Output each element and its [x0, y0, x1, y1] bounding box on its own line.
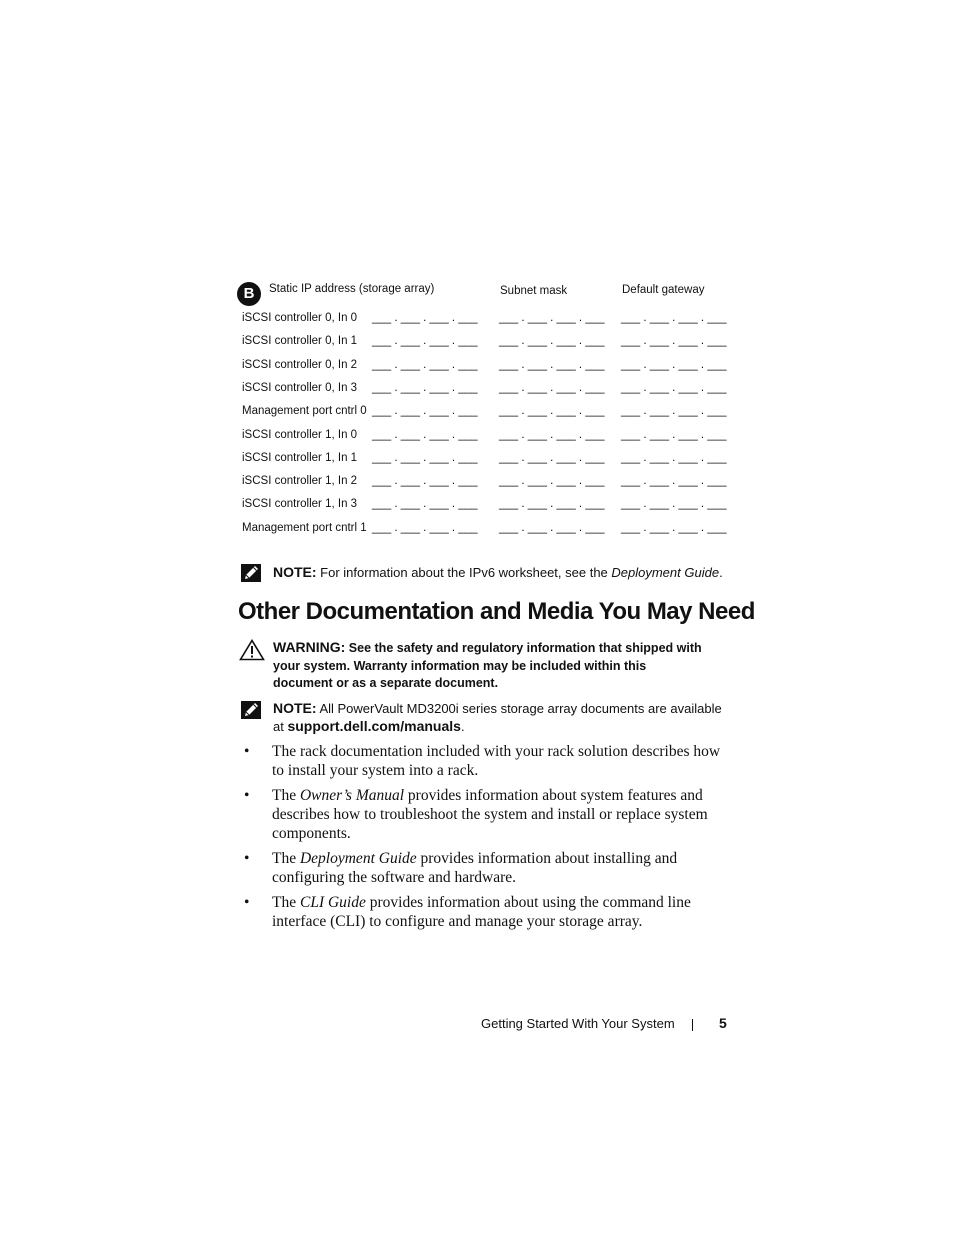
- static-ip-blank[interactable]: ___ . ___ . ___ . ___: [372, 335, 478, 348]
- static-ip-blank[interactable]: ___ . ___ . ___ . ___: [372, 498, 478, 511]
- note-italic-ref: Deployment Guide: [611, 565, 720, 580]
- subnet-blank[interactable]: ___ . ___ . ___ . ___: [499, 312, 605, 324]
- worksheet-row: [242, 359, 737, 379]
- static-ip-blank[interactable]: ___ . ___ . ___ . ___: [372, 475, 478, 488]
- list-item-text: provides information about system features and describes how to troubleshoot the system and install or replace system components.: [272, 787, 708, 842]
- worksheet-b-badge: B: [237, 282, 261, 306]
- note-pencil-icon: [240, 700, 262, 720]
- note-ipv6: [240, 563, 730, 582]
- list-item-text: The: [272, 787, 300, 804]
- gateway-blank[interactable]: ___ . ___ . ___ . ___: [621, 312, 727, 324]
- static-ip-blank[interactable]: ___ . ___ . ___ . ___: [372, 451, 478, 464]
- note-text-end: .: [719, 565, 723, 580]
- header-default-gateway: Default gateway: [622, 284, 705, 296]
- subnet-blank[interactable]: ___ . ___ . ___ . ___: [499, 451, 605, 464]
- list-item-title: CLI Guide: [299, 894, 366, 911]
- static-ip-blank[interactable]: ___ . ___ . ___ . ___: [372, 521, 478, 534]
- worksheet-row: [242, 522, 737, 542]
- static-ip-blank[interactable]: ___ . ___ . ___ . ___: [372, 312, 478, 324]
- warning-block: [240, 639, 730, 693]
- note-label: NOTE:: [273, 564, 317, 580]
- bullet-glyph: •: [244, 850, 250, 867]
- static-ip-blank[interactable]: ___ . ___ . ___ . ___: [372, 381, 478, 394]
- gateway-blank[interactable]: ___ . ___ . ___ . ___: [621, 451, 727, 464]
- note-documents: [240, 700, 730, 735]
- row-label: iSCSI controller 0, In 2: [242, 358, 358, 371]
- gateway-blank[interactable]: ___ . ___ . ___ . ___: [621, 358, 727, 371]
- note-text: For information about the IPv6 worksheet, see the: [316, 565, 612, 580]
- list-item: [244, 742, 734, 780]
- note-text: All PowerVault MD3200i series storage array documents are available at: [273, 701, 722, 734]
- subnet-blank[interactable]: ___ . ___ . ___ . ___: [499, 335, 605, 348]
- list-item-text: The: [272, 894, 300, 911]
- list-item-text: provides information about installing and configuring the software and hardware.: [272, 850, 678, 886]
- bullet-glyph: •: [244, 787, 250, 804]
- row-label: iSCSI controller 1, In 2: [242, 475, 358, 488]
- gateway-blank[interactable]: ___ . ___ . ___ . ___: [621, 498, 727, 511]
- static-ip-blank[interactable]: ___ . ___ . ___ . ___: [372, 405, 478, 418]
- row-label: iSCSI controller 1, In 3: [242, 498, 358, 511]
- note-label: NOTE:: [273, 700, 317, 716]
- row-label: Management port cntrl 0: [242, 405, 367, 418]
- list-item-text: The rack documentation included with your rack solution describes how to install your system into a rack.: [272, 743, 721, 779]
- header-subnet-mask: Subnet mask: [500, 285, 568, 297]
- header-static-ip: Static IP address (storage array): [269, 283, 435, 295]
- worksheet-row: [242, 429, 737, 449]
- worksheet-row: [242, 335, 737, 355]
- gateway-blank[interactable]: ___ . ___ . ___ . ___: [621, 381, 727, 394]
- row-label: iSCSI controller 0, In 3: [242, 381, 358, 394]
- row-label: iSCSI controller 1, In 0: [242, 428, 358, 441]
- row-label: iSCSI controller 0, In 1: [242, 335, 358, 348]
- worksheet-row: [242, 475, 737, 495]
- manuals-link[interactable]: support.dell.com/manuals: [287, 717, 461, 734]
- static-ip-blank[interactable]: ___ . ___ . ___ . ___: [372, 358, 478, 371]
- worksheet-row: [242, 498, 737, 518]
- static-ip-blank[interactable]: ___ . ___ . ___ . ___: [372, 428, 478, 441]
- warning-label: WARNING:: [273, 639, 346, 655]
- gateway-blank[interactable]: ___ . ___ . ___ . ___: [621, 521, 727, 534]
- subnet-blank[interactable]: ___ . ___ . ___ . ___: [499, 428, 605, 441]
- subnet-blank[interactable]: ___ . ___ . ___ . ___: [499, 405, 605, 418]
- row-label: iSCSI controller 1, In 1: [242, 451, 358, 464]
- subnet-blank[interactable]: ___ . ___ . ___ . ___: [499, 521, 605, 534]
- warning-triangle-icon: [239, 639, 265, 661]
- note-pencil-icon: [240, 563, 262, 583]
- warning-text: See the safety and regulatory information that shipped with your system. Warranty information may be included within this document or as a separate document.: [273, 641, 702, 690]
- gateway-blank[interactable]: ___ . ___ . ___ . ___: [621, 475, 727, 488]
- documentation-list: [244, 742, 734, 937]
- footer-separator: [692, 1019, 693, 1031]
- worksheet-row: [242, 405, 737, 425]
- list-item-text: provides information about using the command line interface (CLI) to configure and manage your storage array.: [272, 894, 691, 930]
- gateway-blank[interactable]: ___ . ___ . ___ . ___: [621, 405, 727, 418]
- gateway-blank[interactable]: ___ . ___ . ___ . ___: [621, 335, 727, 348]
- bullet-glyph: •: [244, 743, 250, 760]
- subnet-blank[interactable]: ___ . ___ . ___ . ___: [499, 498, 605, 511]
- footer-title: Getting Started With Your System: [481, 1016, 675, 1031]
- row-label: iSCSI controller 0, In 0: [242, 312, 358, 324]
- note-text-end: .: [460, 718, 465, 734]
- subnet-blank[interactable]: ___ . ___ . ___ . ___: [499, 475, 605, 488]
- worksheet-row: [242, 312, 737, 332]
- list-item: [244, 786, 734, 843]
- list-item-title: Owner’s Manual: [299, 787, 405, 804]
- gateway-blank[interactable]: ___ . ___ . ___ . ___: [621, 428, 727, 441]
- subnet-blank[interactable]: ___ . ___ . ___ . ___: [499, 358, 605, 371]
- subnet-blank[interactable]: ___ . ___ . ___ . ___: [499, 381, 605, 394]
- worksheet-row: [242, 382, 737, 402]
- list-item: [244, 893, 734, 931]
- list-item: [244, 849, 734, 887]
- section-heading: Other Documentation and Media You May Need: [238, 598, 755, 625]
- page-number: 5: [719, 1015, 727, 1031]
- bullet-glyph: •: [244, 894, 250, 911]
- list-item-text: The: [272, 850, 300, 867]
- worksheet-row: [242, 452, 737, 472]
- list-item-title: Deployment Guide: [299, 850, 417, 867]
- row-label: Management port cntrl 1: [242, 521, 367, 534]
